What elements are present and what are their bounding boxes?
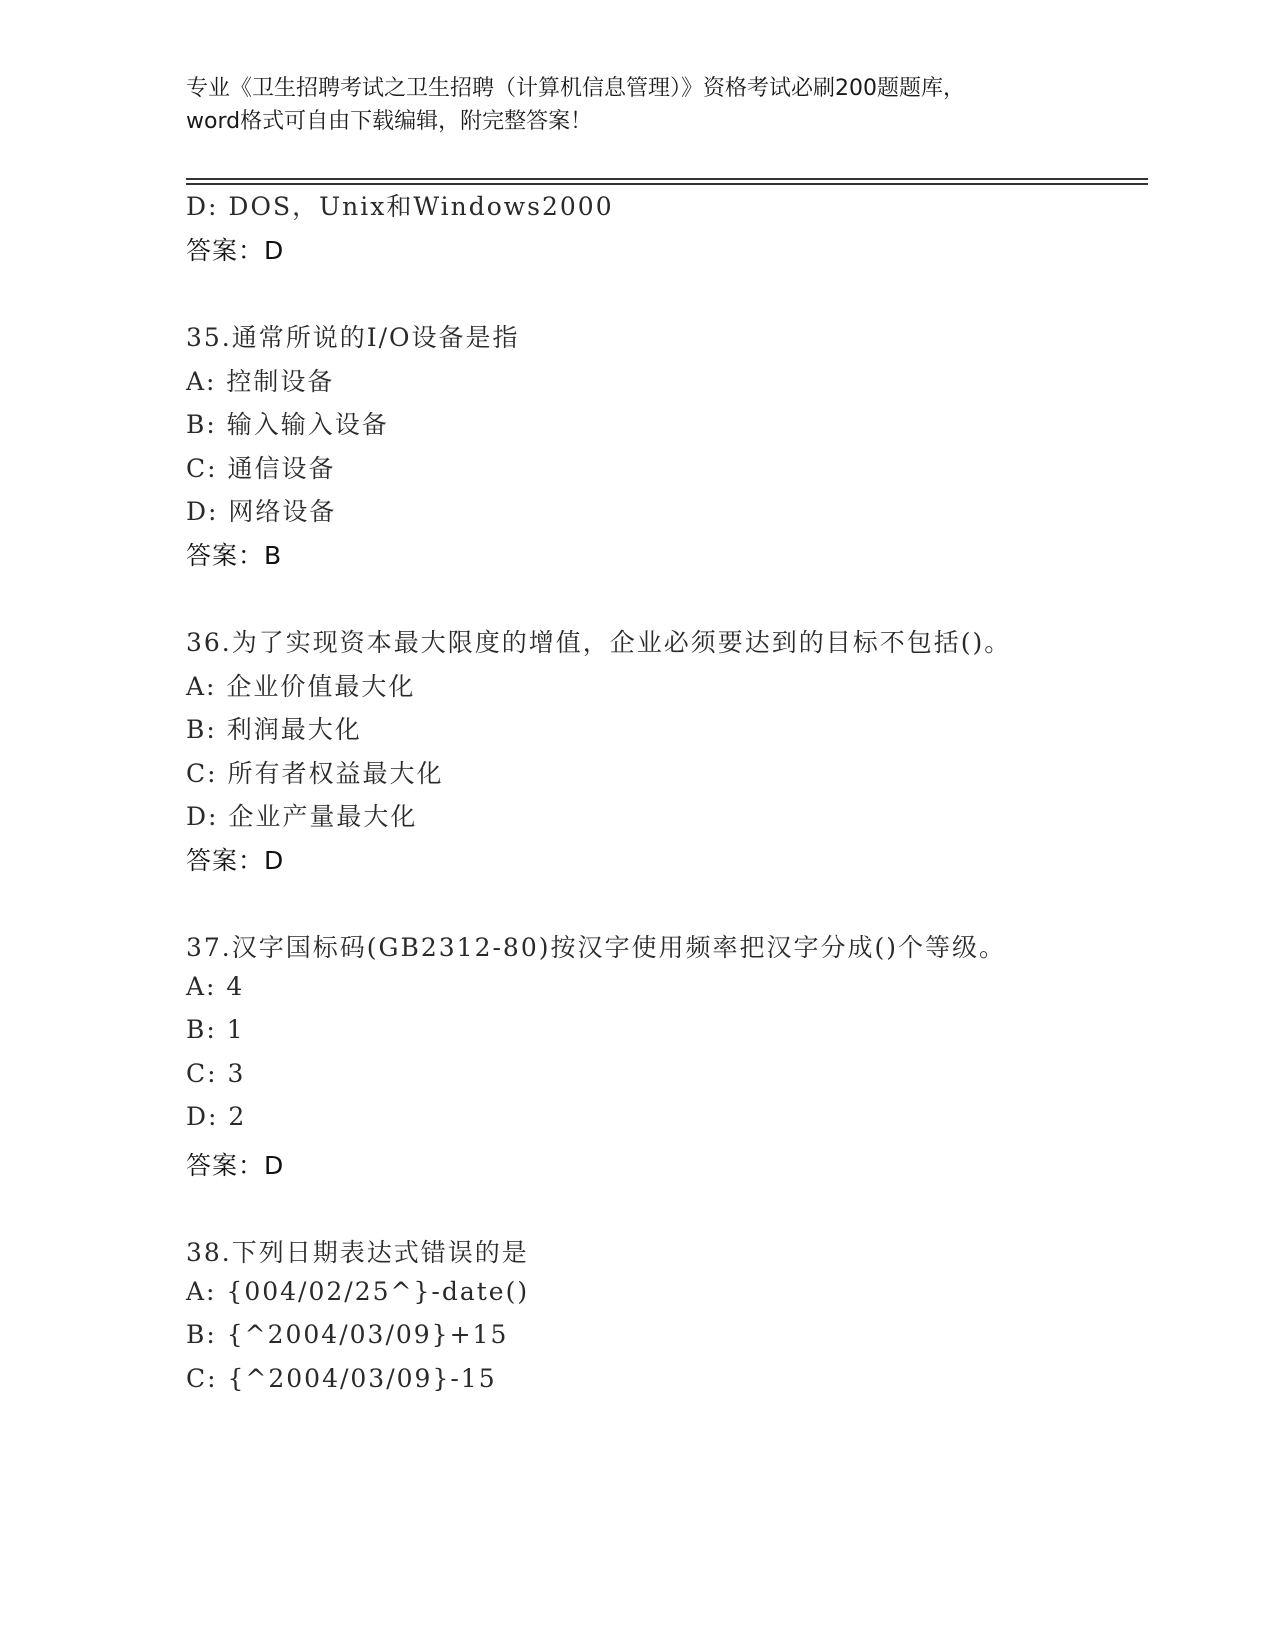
prev-question-option-d: D: DOS，Unix和Windows2000 xyxy=(186,192,614,221)
document-header xyxy=(186,72,1086,138)
question-35-option-a: A: 控制设备 xyxy=(186,367,335,396)
question-37-option-b: B: 1 xyxy=(186,1015,245,1044)
question-37-option-c: C: 3 xyxy=(186,1059,246,1088)
question-36-stem: 36.为了实现资本最大限度的增值，企业必须要达到的目标不包括()。 xyxy=(186,628,1012,657)
question-35-option-d: D: 网络设备 xyxy=(186,497,337,526)
question-37-option-d: D: 2 xyxy=(186,1102,247,1131)
question-35-option-c: C: 通信设备 xyxy=(186,454,336,483)
question-36-option-c: C: 所有者权益最大化 xyxy=(186,759,444,788)
question-36-answer: 答案：D xyxy=(186,846,285,875)
question-35-answer: 答案：B xyxy=(186,541,283,570)
question-36-option-b: B: 利润最大化 xyxy=(186,715,362,744)
question-38-option-c: C: {^2004/03/09}-15 xyxy=(186,1364,497,1393)
header-title-line-2: word格式可自由下载编辑，附完整答案！ xyxy=(186,109,593,134)
question-36-option-a: A: 企业价值最大化 xyxy=(186,672,416,701)
question-37-option-a: A: 4 xyxy=(186,972,245,1001)
question-35-option-b: B: 输入输入设备 xyxy=(186,410,389,439)
question-36-option-d: D: 企业产量最大化 xyxy=(186,802,418,831)
question-38-option-b: B: {^2004/03/09}+15 xyxy=(186,1320,509,1349)
header-divider-top xyxy=(186,178,1148,180)
question-37-stem: 37.汉字国标码(GB2312-80)按汉字使用频率把汉字分成()个等级。 xyxy=(186,933,1006,962)
header-title-line-1: 专业《卫生招聘考试之卫生招聘（计算机信息管理）》资格考试必刷200题题库， xyxy=(186,76,965,101)
header-divider-bottom xyxy=(186,183,1148,185)
question-35-stem: 35.通常所说的I/O设备是指 xyxy=(186,323,520,352)
question-37-answer: 答案：D xyxy=(186,1151,285,1180)
question-38-option-a: A: {004/02/25^}-date() xyxy=(186,1277,530,1306)
question-38-stem: 38.下列日期表达式错误的是 xyxy=(186,1238,529,1267)
prev-question-answer: 答案：D xyxy=(186,236,285,265)
